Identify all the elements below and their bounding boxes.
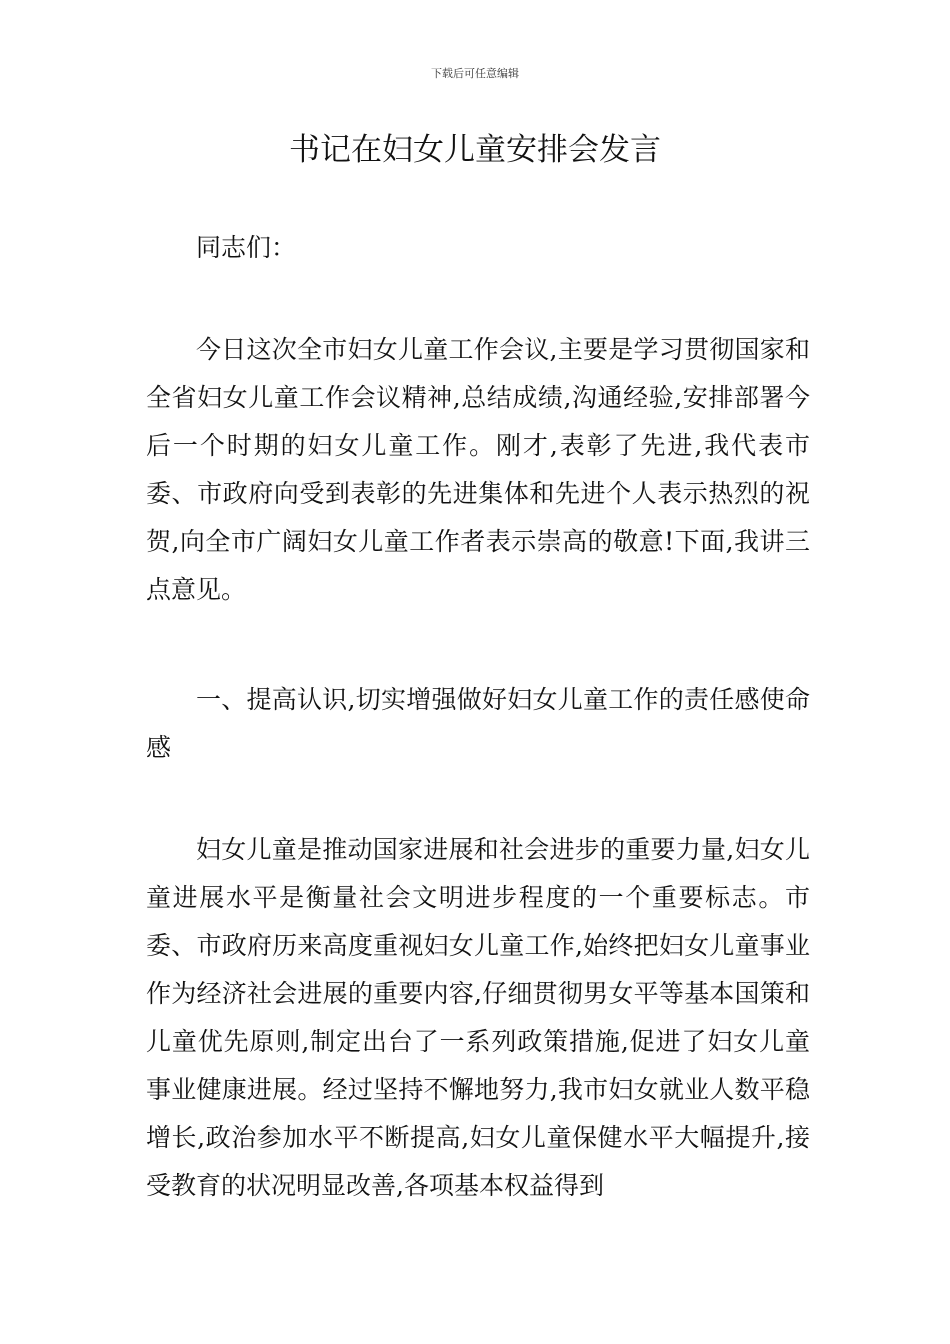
paragraph-1: 今日这次全市妇女儿童工作会议,主要是学习贯彻国家和全省妇女儿童工作会议精神,总结成绩,沟通经验,安排部署今后一个时期的妇女儿童工作。刚才,表彰了先进,我代表市委、市政府向受到表彰的先进集体和先进个人表示热烈的祝贺,向全市广阔妇女儿童工作者表示崇高的敬意!下面,我讲三点意见。	[146, 335, 810, 604]
header-note: 下载后可任意编辑	[431, 67, 519, 80]
section-heading-1: 一、提高认识,切实增强做好妇女儿童工作的责任感使命感	[146, 685, 810, 762]
paragraph-2: 妇女儿童是推动国家进展和社会进步的重要力量,妇女儿童进展水平是衡量社会文明进步程度的一个重要标志。市委、市政府历来高度重视妇女儿童工作,始终把妇女儿童事业作为经济社会进展的重要内容,仔细贯彻男女平等基本国策和儿童优先原则,制定出台了一系列政策措施,促进了妇女儿童事业健康进展。经过坚持不懈地努力,我市妇女就业人数平稳增长,政治参加水平不断提高,妇女儿童保健水平大幅提升,接受教育的状况明显改善,各项基本权益得到	[146, 835, 810, 1200]
salutation: 同志们：	[196, 233, 297, 262]
document-title: 书记在妇女儿童安排会发言	[289, 132, 661, 168]
